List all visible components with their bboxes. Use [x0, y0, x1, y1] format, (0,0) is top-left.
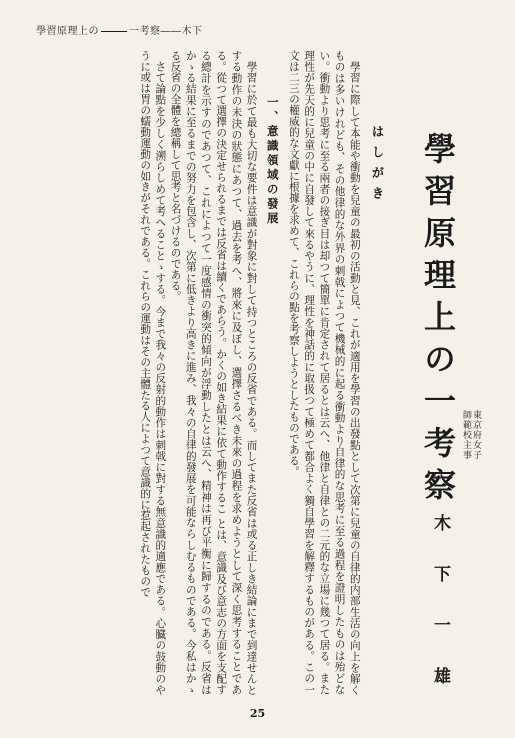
running-head-right: 一考察――木下: [129, 26, 203, 37]
body-text: [33, 50, 393, 695]
section1-heading: 一、意識領域の發展: [265, 96, 280, 227]
author-affiliation: [461, 410, 481, 460]
page-number: 25: [249, 707, 266, 720]
section1-paragraph: 學習に於て最も大切な要件は意識が對象に對して持つところの反省である。而してまた反省は或る正しき結論にまで到達せんとする動作の未決の狀態にあつて、過去を考へ、將來に及ぼし、選擇さるべき未來の過程を求めようとして深く思考することである。從つて選擇の決定せられるまでは反省は續くであらう。かくの如き結果に依て動作するこ とは、意識及び意志の方面を支配する總計を示すのであつて、これによつて一度感情の衝突的傾向が浮動したとは云へ、精神は再び平衡に歸するのである。反省はかゝる結果に至るまでの努力を包含し、次第に低きより高きに進み、我々の自律的發展を可能ならしむるものである。今私はかゝる反省の全體を總稱して思考と名づけるのである。: [169, 50, 258, 695]
affiliation-line: 東京府女子: [471, 410, 481, 460]
running-head-left: 學習原理上の: [36, 26, 99, 37]
author-name: 木下一雄: [430, 514, 450, 718]
running-head: [36, 22, 203, 37]
hajime-heading: はしがき: [370, 125, 385, 207]
affiliation-line: 師範校主事: [461, 410, 471, 460]
hajime-paragraph: 學習に際して本能や衝動を兒童の最初の活動と見、これが適用を學習の出發點として次第に兒童の自律的内部生活の向上を解くものは多いけれども、その他律的な外界の刺戟によつて機械的に起る衝動より自律的な思考に至る過程を證明したものは殆どない。衝動より思考に至る兩者の接ぎ目は却つて簡單に肯定されて居るとは云へ、他律と自律との二元的な立場に幾つて居る。また理性が先天的に兒童の中に自發して來るやうに、理性を神話的に取扱つて極めて都合よく獨自學習を解釋するものがある。この一文は二三の權威的な文獻に根據を求めて、これらの點を考察しようとしたものである。: [287, 50, 361, 695]
article-title: 學習原理上の一考察: [419, 132, 457, 510]
dash-rule: [101, 31, 127, 32]
section1-paragraph: さて論點を少しく溯らしめて考へることゝする。今まで我々の反射的動作は刺戟に對する無意識的適應である。心臓の鼓動のやうに或は胃の蠕動運動の如きがそれである。これらの運動はその主體たる人によつて意識的に惹起されたもので: [139, 50, 167, 695]
